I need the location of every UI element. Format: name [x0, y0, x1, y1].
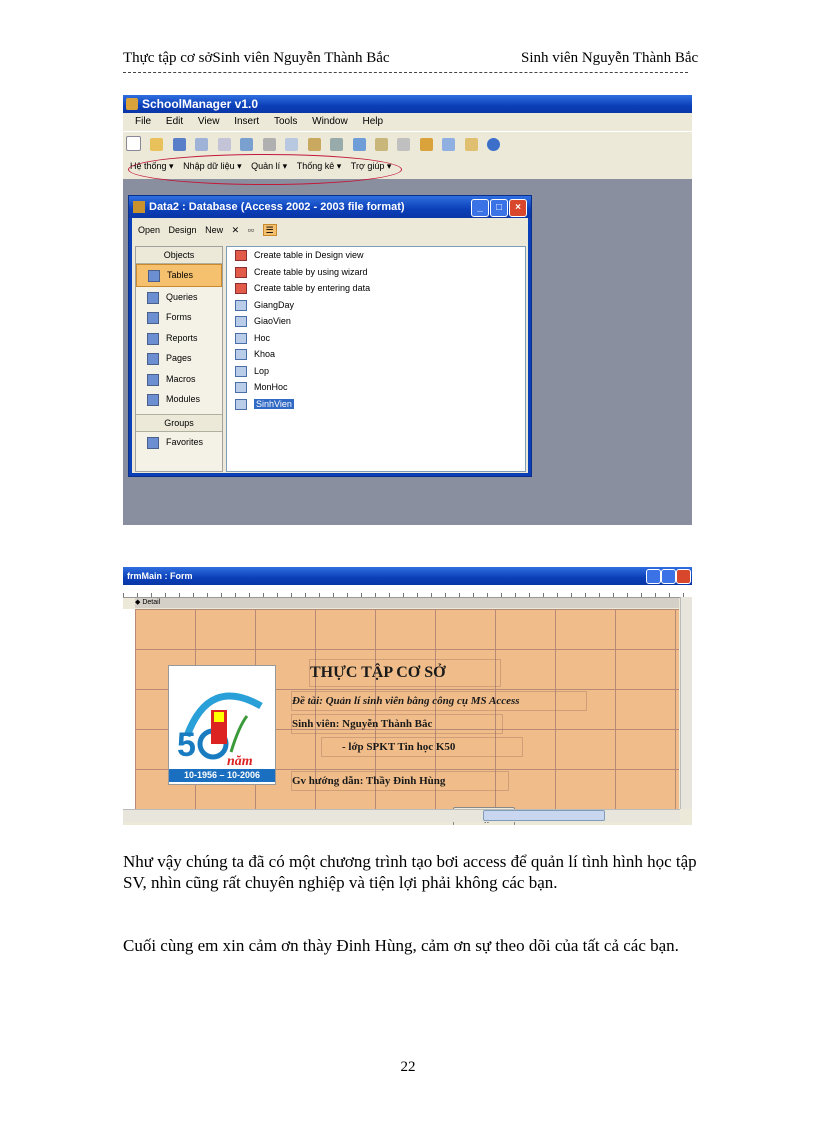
- copy-icon[interactable]: [285, 138, 298, 151]
- menu-quan-li[interactable]: Quản lí ▾: [251, 161, 288, 171]
- close-button[interactable]: [676, 569, 691, 584]
- list-item[interactable]: Create table in Design view: [227, 247, 525, 264]
- list-item[interactable]: Create table by entering data: [227, 280, 525, 297]
- logo-caption: năm: [227, 754, 253, 769]
- form-window-title: frmMain : Form: [127, 571, 193, 581]
- groups-header: Groups: [136, 414, 222, 432]
- horizontal-scroll-thumb[interactable]: [483, 810, 605, 821]
- paragraph-thanks: Cuối cùng em xin cảm ơn thày Đinh Hùng, cảm ơn sự theo dõi của tất cả các bạn.: [123, 936, 679, 955]
- list-item-selected[interactable]: SinhVien: [227, 396, 525, 413]
- menu-file[interactable]: File: [135, 116, 152, 127]
- maximize-button[interactable]: [661, 569, 676, 584]
- objects-header: Objects: [136, 247, 222, 264]
- new-object-icon[interactable]: [465, 138, 478, 151]
- objects-macros[interactable]: Macros: [136, 369, 222, 390]
- database-window-body: [132, 242, 528, 473]
- form-canvas: [135, 609, 679, 809]
- menu-help[interactable]: Help: [362, 116, 384, 127]
- view-icons-button[interactable]: ▫▫: [247, 225, 255, 235]
- logo-years: 10-1956 – 10-2006: [169, 769, 275, 782]
- list-item[interactable]: GiaoVien: [227, 313, 525, 330]
- menu-he-thong[interactable]: Hệ thống ▾: [130, 161, 174, 171]
- delete-button[interactable]: ✕: [231, 225, 240, 235]
- list-item[interactable]: Create table by using wizard: [227, 264, 525, 281]
- page-number: 22: [400, 1059, 416, 1075]
- screenshot-schoolmanager: [123, 95, 692, 525]
- groups-favorites[interactable]: Favorites: [136, 432, 222, 453]
- details-view-button[interactable]: ☰: [263, 224, 277, 236]
- objects-pages[interactable]: Pages: [136, 348, 222, 369]
- undo-icon[interactable]: [330, 138, 343, 151]
- standard-toolbar: [123, 131, 692, 154]
- new-button[interactable]: New: [205, 225, 224, 235]
- app-title-bar: [123, 95, 692, 113]
- objects-tables[interactable]: Tables: [136, 264, 222, 287]
- help-icon[interactable]: [487, 138, 500, 151]
- app-icon: [126, 98, 138, 110]
- menu-thong-ke[interactable]: Thống kê ▾: [296, 161, 342, 171]
- objects-queries[interactable]: Queries: [136, 287, 222, 308]
- database-window-title: Data2 : Database (Access 2002 - 2003 file format): [149, 201, 405, 213]
- university-logo: [168, 665, 276, 785]
- paragraph-conclusion: Như vậy chúng ta đã có một chương trình tạo bơi access để quản lí tình hình học tập SV, nhìn cũng rất chuyên nghiệp và tiện lợi phải không các bạn.: [123, 852, 697, 892]
- objects-bar: [135, 246, 223, 472]
- minimize-button[interactable]: _: [471, 199, 489, 217]
- maximize-button[interactable]: □: [490, 199, 508, 217]
- list-item[interactable]: Lop: [227, 363, 525, 380]
- form-window-title-bar: [123, 567, 692, 585]
- running-header-left: Thực tập cơ sởSinh viên Nguyễn Thành Bắc: [123, 50, 390, 66]
- objects-list: [226, 246, 526, 472]
- menu-nhap-du-lieu[interactable]: Nhập dữ liệu ▾: [183, 161, 242, 171]
- cut-icon[interactable]: [263, 138, 276, 151]
- design-button[interactable]: Design: [168, 225, 197, 235]
- relationships-icon[interactable]: [442, 138, 455, 151]
- svg-text:5: 5: [177, 726, 196, 764]
- menu-tro-giup[interactable]: Trợ giúp ▾: [350, 161, 392, 171]
- vertical-scrollbar[interactable]: [680, 597, 692, 809]
- form-topic-label: Đề tài: Quản lí sinh viên bằng công cụ MS Access: [291, 691, 587, 711]
- objects-reports[interactable]: Reports: [136, 328, 222, 349]
- office-links-icon[interactable]: [353, 138, 366, 151]
- database-toolbar: [132, 218, 528, 242]
- menu-view[interactable]: View: [197, 116, 220, 127]
- preview-icon[interactable]: [218, 138, 231, 151]
- close-button[interactable]: ×: [509, 199, 527, 217]
- analyze-icon[interactable]: [375, 138, 388, 151]
- database-window: [128, 195, 532, 477]
- code-icon[interactable]: [397, 138, 410, 151]
- database-icon: [133, 201, 145, 213]
- open-folder-icon[interactable]: [150, 138, 163, 151]
- logo-graphic: [169, 666, 275, 784]
- menu-bar: [123, 113, 692, 131]
- open-button[interactable]: Open: [138, 225, 161, 235]
- detail-section-bar: ◆ Detail: [135, 598, 679, 608]
- list-item[interactable]: MonHoc: [227, 379, 525, 396]
- objects-forms[interactable]: Forms: [136, 307, 222, 328]
- properties-icon[interactable]: [420, 138, 433, 151]
- menu-window[interactable]: Window: [312, 116, 348, 127]
- list-item[interactable]: Hoc: [227, 330, 525, 347]
- menu-edit[interactable]: Edit: [165, 116, 184, 127]
- form-student-label: Sinh viên: Nguyễn Thành Bắc: [291, 714, 503, 734]
- horizontal-ruler: [123, 585, 692, 598]
- list-item[interactable]: Khoa: [227, 346, 525, 363]
- form-title-label: THỰC TẬP CƠ SỞ: [309, 659, 501, 687]
- print-icon[interactable]: [195, 138, 208, 151]
- new-file-icon[interactable]: [126, 136, 141, 151]
- menu-tools[interactable]: Tools: [274, 116, 298, 127]
- screenshot-form-design: [123, 567, 692, 825]
- form-supervisor-label: Gv hướng dẫn: Thầy Đinh Hùng: [291, 771, 509, 791]
- objects-modules[interactable]: Modules: [136, 389, 222, 410]
- list-item[interactable]: GiangDay: [227, 297, 525, 314]
- menu-insert[interactable]: Insert: [234, 116, 260, 127]
- highlight-ellipse: [128, 154, 402, 185]
- spell-icon[interactable]: [240, 138, 253, 151]
- paste-icon[interactable]: [308, 138, 321, 151]
- form-class-label: - lớp SPKT Tin học K50: [321, 737, 523, 757]
- minimize-button[interactable]: [646, 569, 661, 584]
- running-header-right: Sinh viên Nguyễn Thành Bắc: [521, 50, 699, 66]
- header-rule: [123, 72, 688, 73]
- save-icon[interactable]: [173, 138, 186, 151]
- app-title: SchoolManager v1.0: [142, 97, 259, 111]
